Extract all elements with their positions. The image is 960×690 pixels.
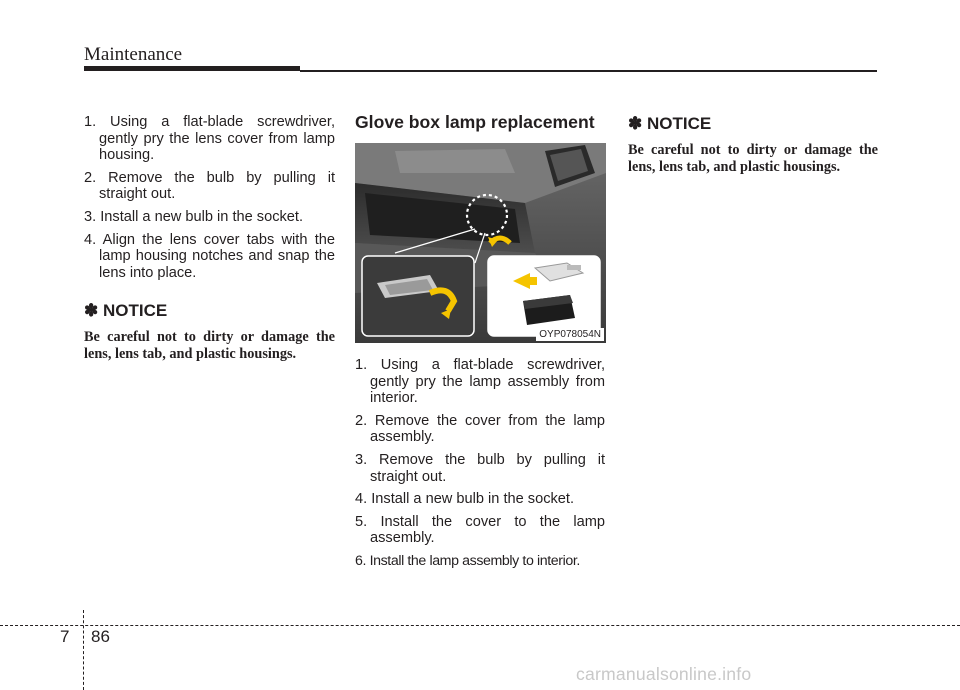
notice-title: ✽ NOTICE — [628, 114, 712, 133]
step-item: 6. Install the lamp assembly to interior. — [355, 552, 580, 569]
step-item: 2. Remove the bulb by pulling it straight out. — [84, 169, 335, 203]
step-item: 3. Install a new bulb in the socket. — [84, 208, 304, 225]
notice-body: Be careful not to dirty or damage the lens, lens tab, and plastic housings. — [628, 142, 878, 175]
step-item: 3. Remove the bulb by pulling it straight out. — [355, 451, 605, 485]
steps-list — [84, 114, 335, 281]
notice-title: ✽ NOTICE — [84, 301, 168, 321]
step-item: 1. Using a flat-blade screwdriver, gently pry the lamp assembly from interior. — [355, 357, 605, 407]
chapter-number: 7 — [60, 627, 70, 646]
glove-box-illustration — [355, 143, 606, 343]
page-number: 86 — [91, 627, 110, 646]
step-item: 2. Remove the cover from the lamp assembly. — [355, 412, 605, 446]
watermark: carmanualsonline.info — [576, 664, 752, 684]
notice-body: Be careful not to dirty or damage the lens, lens tab, and plastic housings. — [84, 329, 335, 362]
step-item: 4. Align the lens cover tabs with the lamp housing notches and snap the lens into place. — [84, 231, 335, 281]
glove-box-lamp-figure — [355, 143, 606, 343]
step-item: 1. Using a flat-blade screwdriver, gently pry the lens cover from lamp housing. — [84, 114, 335, 164]
column-2 — [355, 114, 605, 576]
inset-lens-view — [362, 256, 474, 336]
footer-vertical-divider — [83, 610, 84, 690]
section-title: Glove box lamp replacement — [355, 112, 595, 132]
header-rule-thick — [84, 66, 300, 71]
page-header-title: Maintenance — [84, 44, 183, 65]
footer-divider — [0, 625, 960, 626]
step-item: 4. Install a new bulb in the socket. — [355, 491, 575, 508]
column-3 — [628, 114, 878, 175]
header-rule-thin — [300, 70, 877, 72]
column-1 — [84, 114, 335, 362]
figure-caption: OYP078054N — [536, 328, 604, 341]
step-item: 5. Install the cover to the lamp assembly. — [355, 513, 605, 547]
steps-list — [355, 357, 605, 570]
